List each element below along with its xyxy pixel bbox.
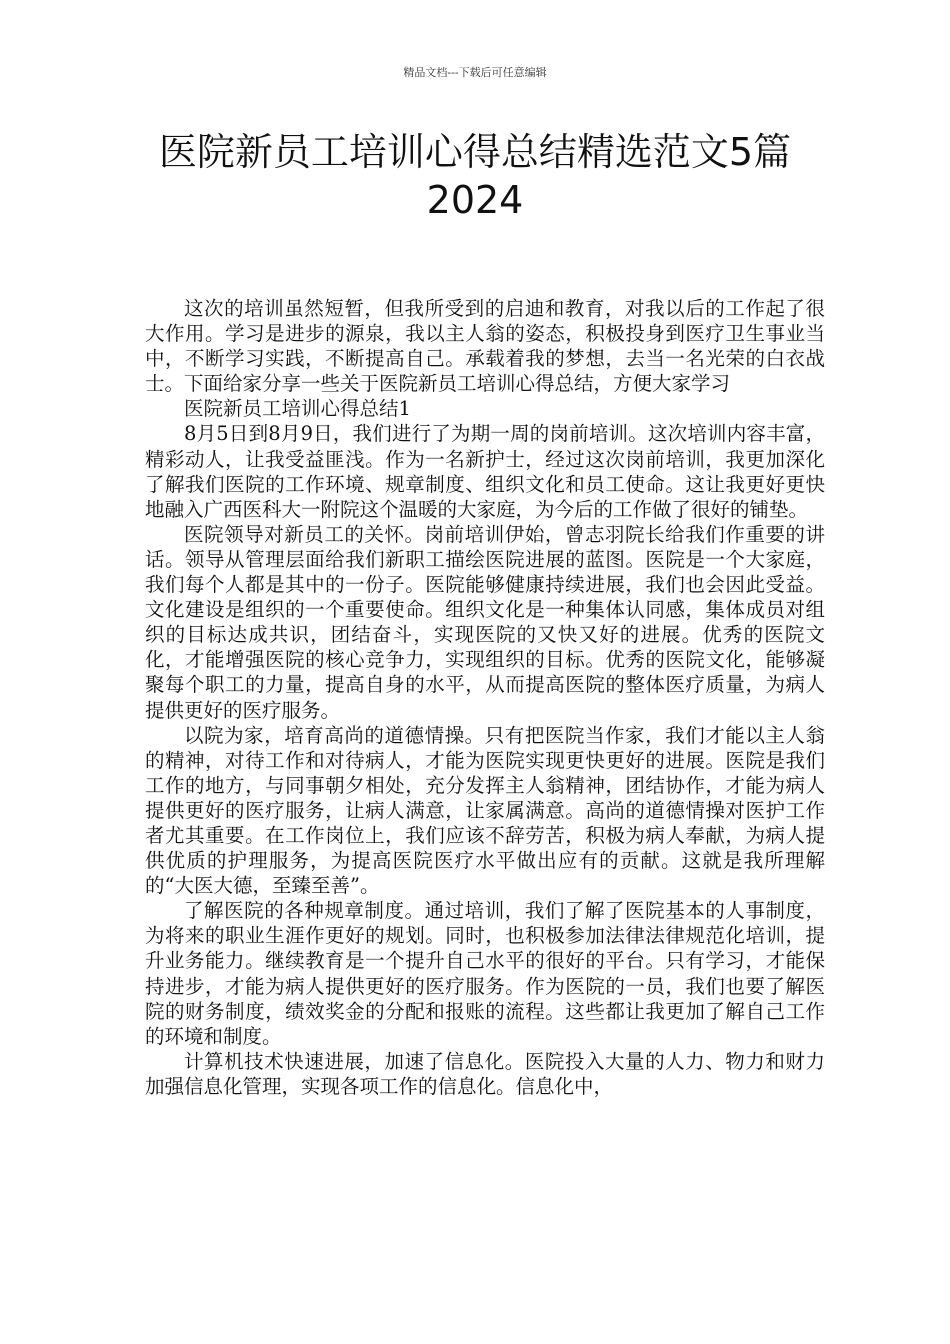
section-heading: 医院新员工培训心得总结1 — [184, 397, 411, 421]
intro-paragraph: 这次的培训虽然短暂，但我所受到的启迪和教育，对我以后的工作起了很大作用。学习是进步的源泉，我以主人翁的姿态，积极投身到医疗卫生事业当中，不断学习实践，不断提高自己。承载着我的梦想，去当一名光荣的白衣战士。下面给家分享一些关于医院新员工培训心得总结，方便大家学习 — [145, 297, 825, 396]
document-title — [110, 128, 840, 224]
body-paragraph: 了解医院的各种规章制度。通过培训，我们了解了医院基本的人事制度，为将来的职业生涯作更好的规划。同时，也积极参加法律法律规范化培训，提升业务能力。继续教育是一个提升自己水平的很好的平台。只有学习，才能保持进步，才能为病人提供更好的医疗服务。作为医院的一员，我们也要了解医院的财务制度，绩效奖金的分配和报账的流程。这些都让我更加了解自己工作的环境和制度。 — [145, 899, 825, 1048]
body-paragraph: 以院为家，培育高尚的道德情操。只有把医院当作家，我们才能以主人翁的精神，对待工作和对待病人，才能为医院实现更快更好的进展。医院是我们工作的地方，与同事朝夕相处，充分发挥主人翁精神，团结协作，才能为病人提供更好的医疗服务，让病人满意，让家属满意。高尚的道德情操对医护工作者尤其重要。在工作岗位上，我们应该不辞劳苦，积极为病人奉献，为病人提供优质的护理服务，为提高医院医疗水平做出应有的贡献。这就是我所理解的“大医大德，至臻至善”。 — [145, 723, 825, 898]
header-note: 精品文档---下载后可任意编辑 — [403, 66, 547, 79]
document-body — [145, 296, 825, 1099]
body-paragraph: 计算机技术快速进展，加速了信息化。医院投入大量的人力、物力和财力加强信息化管理，实现各项工作的信息化。信息化中， — [145, 1049, 825, 1098]
body-paragraph: 8月5日到8月9日，我们进行了为期一周的岗前培训。这次培训内容丰富，精彩动人，让我受益匪浅。作为一名新护士，经过这次岗前培训，我更加深化了解我们医院的工作环境、规章制度、组织文化和员工使命。这让我更好更快地融入广西医科大一附院这个温暖的大家庭，为今后的工作做了很好的铺垫。 — [145, 422, 825, 521]
title-line-1: 医院新员工培训心得总结精选范文5篇 — [158, 130, 792, 174]
body-paragraph: 医院领导对新员工的关怀。岗前培训伊始，曾志羽院长给我们作重要的讲话。领导从管理层面给我们新职工描绘医院进展的蓝图。医院是一个大家庭，我们每个人都是其中的一份子。医院能够健康持续进展，我们也会因此受益。文化建设是组织的一个重要使命。组织文化是一种集体认同感，集体成员对组织的目标达成共识，团结奋斗，实现医院的又快又好的进展。优秀的医院文化，才能增强医院的核心竞争力，实现组织的目标。优秀的医院文化，能够凝聚每个职工的力量，提高自身的水平，从而提高医院的整体医疗质量，为病人提供更好的医疗服务。 — [145, 522, 825, 722]
title-line-2: 2024 — [426, 178, 524, 222]
